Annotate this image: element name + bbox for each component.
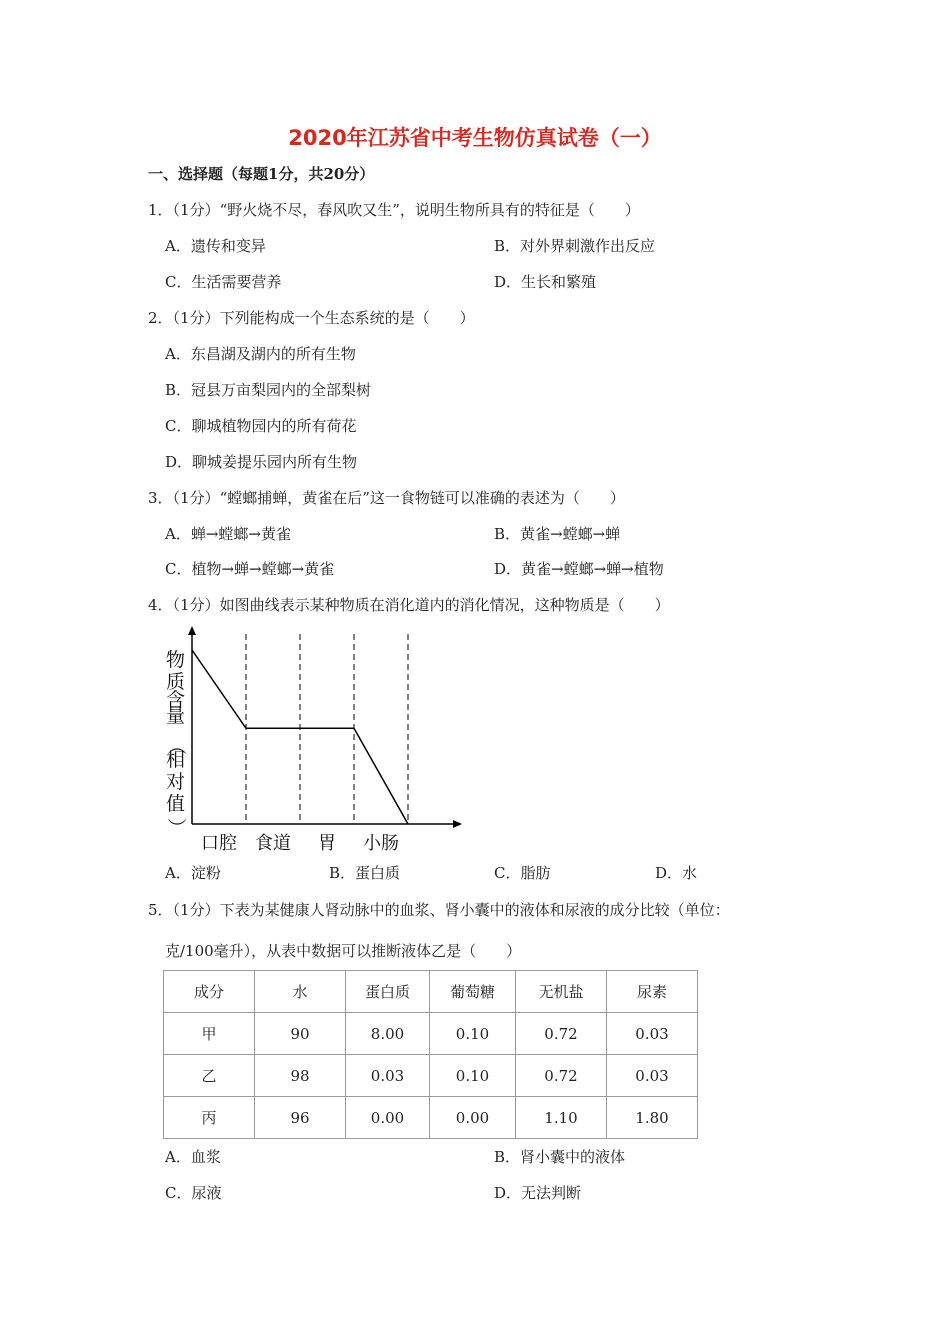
table-cell: 8.00 xyxy=(346,1013,430,1055)
question-5-stem-line1: 5．（1分）下表为某健康人肾动脉中的血浆、肾小囊中的液体和尿液的成分比较（单位： xyxy=(148,901,730,919)
question-1-option-b: B．对外界刺激作出反应 xyxy=(494,237,656,255)
table-cell: 0.03 xyxy=(607,1055,698,1097)
composition-table xyxy=(163,970,698,1139)
question-4-option-b: B．蛋白质 xyxy=(329,864,401,882)
chart-ylabel-char: 含 xyxy=(166,689,186,711)
chart-ylabel-char: 质 xyxy=(166,671,186,693)
question-5-stem-line2: 克/100毫升），从表中数据可以推断液体乙是（ ） xyxy=(165,942,522,960)
question-3-option-d: D．黄雀→螳螂→蝉→植物 xyxy=(494,560,664,578)
table-header-cell: 成分 xyxy=(164,971,255,1013)
table-cell: 0.10 xyxy=(430,1055,516,1097)
table-header-cell: 尿素 xyxy=(607,971,698,1013)
table-cell: 96 xyxy=(255,1097,346,1139)
question-2-option-c: C．聊城植物园内的所有荷花 xyxy=(165,417,357,435)
table-cell: 1.80 xyxy=(607,1097,698,1139)
question-4-option-a: A．淀粉 xyxy=(165,864,221,882)
chart-ylabel-char: 量 xyxy=(166,705,186,727)
question-3-option-a: A．蝉→螳螂→黄雀 xyxy=(165,525,291,543)
question-3-stem: 3．（1分）“螳螂捕蝉，黄雀在后”这一食物链可以准确的表述为（ ） xyxy=(148,489,625,507)
table-cell: 0.10 xyxy=(430,1013,516,1055)
table-cell: 0.72 xyxy=(516,1013,607,1055)
table-cell: 90 xyxy=(255,1013,346,1055)
chart-ylabel-char: 值 xyxy=(166,793,186,815)
table-cell: 0.03 xyxy=(346,1055,430,1097)
question-5-option-c: C．尿液 xyxy=(165,1184,222,1202)
question-5-option-a: A．血浆 xyxy=(165,1148,221,1166)
table-cell: 甲 xyxy=(164,1013,255,1055)
question-2-option-d: D．聊城姜提乐园内所有生物 xyxy=(165,453,358,471)
question-1-option-a: A．遗传和变异 xyxy=(165,237,266,255)
question-3-option-b: B．黄雀→螳螂→蝉 xyxy=(494,525,621,543)
question-3-option-c: C．植物→蝉→螳螂→黄雀 xyxy=(165,560,335,578)
table-cell: 1.10 xyxy=(516,1097,607,1139)
table-row xyxy=(164,1055,698,1097)
chart-category-label: 小肠 xyxy=(363,833,399,854)
chart-y-arrow xyxy=(188,626,196,635)
question-1-option-c: C．生活需要营养 xyxy=(165,273,282,291)
table-header-cell: 水 xyxy=(255,971,346,1013)
page-title: 2020年江苏省中考生物仿真试卷（一） xyxy=(288,126,662,150)
chart-ylabel-char: （ xyxy=(165,736,187,756)
question-4-option-c: C．脂肪 xyxy=(494,864,551,882)
chart-ylabel-char: ） xyxy=(165,818,187,838)
question-1-option-d: D．生长和繁殖 xyxy=(494,273,597,291)
table-row xyxy=(164,1013,698,1055)
question-4-option-d: D．水 xyxy=(655,864,698,882)
chart-category-label: 食道 xyxy=(255,833,291,854)
table-header-cell: 无机盐 xyxy=(516,971,607,1013)
table-row xyxy=(164,1097,698,1139)
table-cell: 丙 xyxy=(164,1097,255,1139)
table-cell: 0.03 xyxy=(607,1013,698,1055)
question-5-option-b: B．肾小囊中的液体 xyxy=(494,1148,626,1166)
chart-ylabel-char: 相 xyxy=(166,749,186,771)
table-header-cell: 葡萄糖 xyxy=(430,971,516,1013)
question-1-stem: 1．（1分）“野火烧不尽，春风吹又生”，说明生物所具有的特征是（ ） xyxy=(148,201,640,219)
question-2-stem: 2．（1分）下列能构成一个生态系统的是（ ） xyxy=(148,309,475,327)
question-5-option-d: D．无法判断 xyxy=(494,1184,582,1202)
chart-category-label: 胃 xyxy=(318,833,336,854)
section-heading: 一、选择题（每题1分，共20分） xyxy=(148,165,375,183)
chart-ylabel-char: 对 xyxy=(166,771,186,793)
chart-category-label: 口腔 xyxy=(201,833,237,854)
digestion-chart xyxy=(160,618,470,858)
table-cell: 0.00 xyxy=(346,1097,430,1139)
table-header-cell: 蛋白质 xyxy=(346,971,430,1013)
question-4-stem: 4．（1分）如图曲线表示某种物质在消化道内的消化情况，这种物质是（ ） xyxy=(148,596,670,614)
chart-ylabel-char: 物 xyxy=(166,649,186,671)
question-2-option-a: A．东昌湖及湖内的所有生物 xyxy=(165,345,356,363)
table-cell: 乙 xyxy=(164,1055,255,1097)
table-cell: 0.00 xyxy=(430,1097,516,1139)
chart-x-arrow xyxy=(453,820,462,828)
table-cell: 98 xyxy=(255,1055,346,1097)
table-cell: 0.72 xyxy=(516,1055,607,1097)
question-2-option-b: B．冠县万亩梨园内的全部梨树 xyxy=(165,381,372,399)
table-header-row xyxy=(164,971,698,1013)
